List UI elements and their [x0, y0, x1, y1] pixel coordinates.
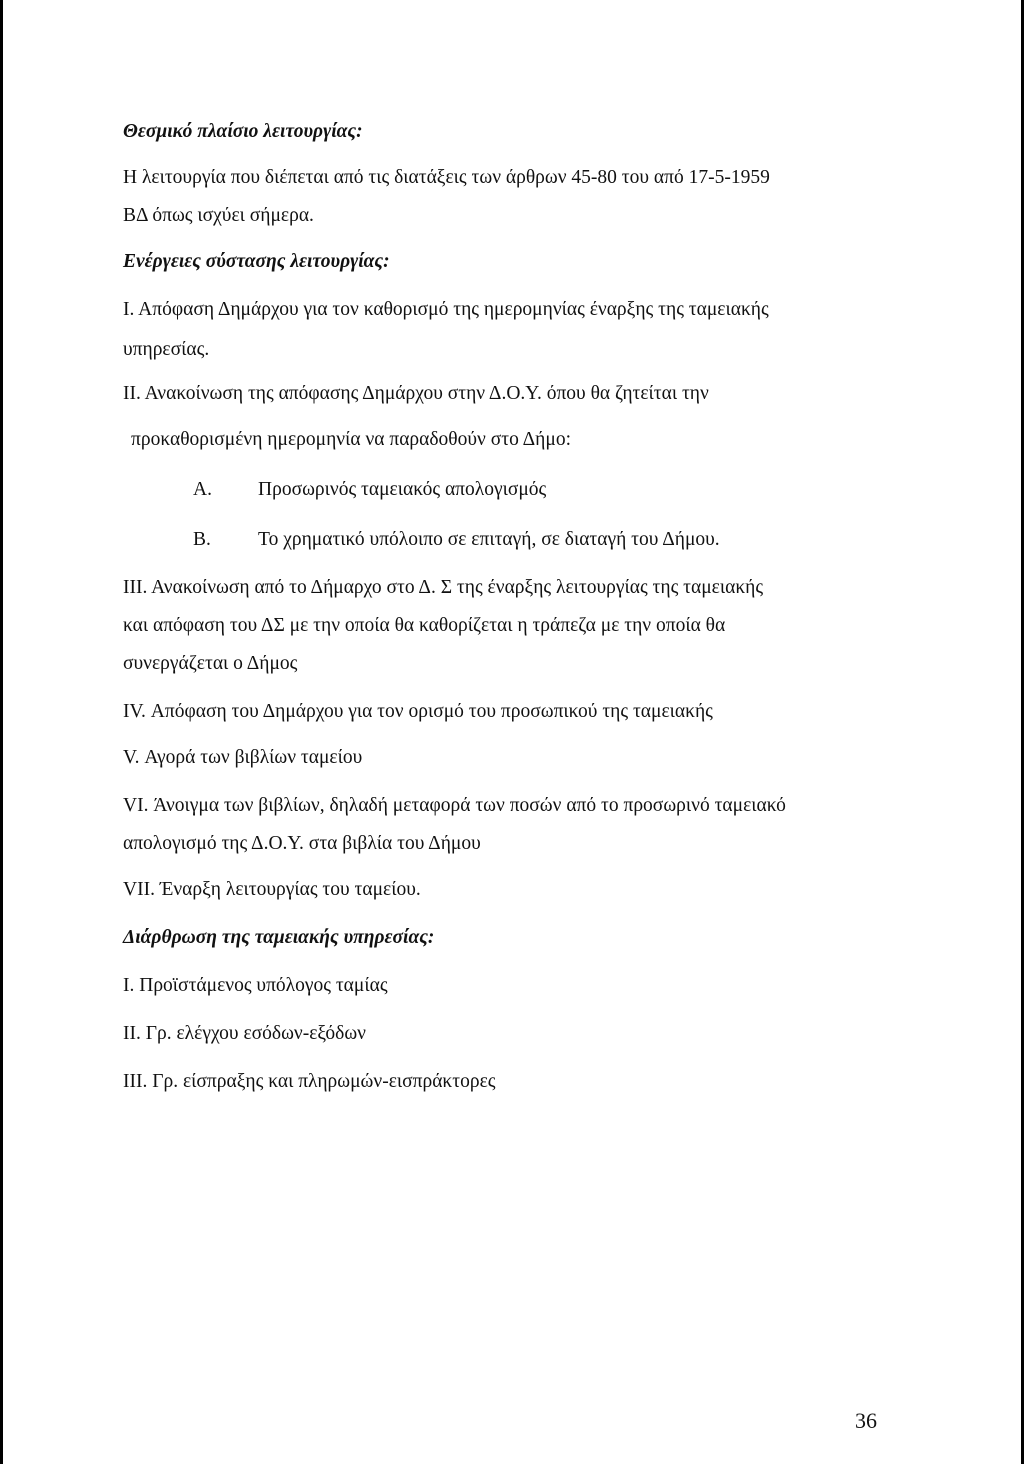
sub-item-a-label: Α. — [193, 479, 212, 500]
action-1-line-1: Ι. Απόφαση Δημάρχου για τον καθορισμό της ημερομηνίας έναρξης της ταμειακής — [123, 299, 769, 320]
action-6-line-2: απολογισμό της Δ.Ο.Υ. στα βιβλία του Δήμου — [123, 833, 481, 854]
document-page — [3, 0, 1021, 1464]
action-3-line-2: και απόφαση του ΔΣ με την οποία θα καθορίζεται η τράπεζα με την οποία θα — [123, 615, 726, 636]
action-6-line-1: VI. Άνοιγμα των βιβλίων, δηλαδή μεταφορά των ποσών από το προσωρινό ταμειακό — [123, 795, 786, 816]
sub-item-b-label: Β. — [193, 529, 211, 550]
section-heading-framework: Θεσμικό πλαίσιο λειτουργίας: — [123, 121, 363, 142]
sub-item-a-text: Προσωρινός ταμειακός απολογισμός — [258, 479, 547, 500]
action-4: IV. Απόφαση του Δημάρχου για τον ορισμό του προσωπικού της ταμειακής — [123, 701, 713, 722]
page-number: 36 — [855, 1408, 877, 1433]
action-5: V. Αγορά των βιβλίων ταμείου — [123, 747, 363, 768]
framework-text-line-2: ΒΔ όπως ισχύει σήμερα. — [123, 205, 314, 226]
framework-text-line-1: Η λειτουργία που διέπεται από τις διατάξεις των άρθρων 45-80 του από 17-5-1959 — [123, 167, 770, 188]
section-heading-actions: Ενέργειες σύστασης λειτουργίας: — [123, 251, 390, 272]
action-7: VII. Έναρξη λειτουργίας του ταμείου. — [123, 879, 421, 900]
structure-item-2: ΙΙ. Γρ. ελέγχου εσόδων-εξόδων — [123, 1023, 366, 1044]
sub-item-b-text: Το χρηματικό υπόλοιπο σε επιταγή, σε διαταγή του Δήμου. — [258, 529, 720, 550]
section-heading-structure: Διάρθρωση της ταμειακής υπηρεσίας: — [123, 927, 435, 948]
action-1-line-2: υπηρεσίας. — [123, 339, 210, 360]
structure-item-1: Ι. Προϊστάμενος υπόλογος ταμίας — [123, 975, 388, 996]
action-2-line-2: προκαθορισμένη ημερομηνία να παραδοθούν στο Δήμο: — [131, 429, 571, 450]
action-2-line-1: ΙΙ. Ανακοίνωση της απόφασης Δημάρχου στην Δ.Ο.Υ. όπου θα ζητείται την — [123, 383, 709, 404]
action-3-line-3: συνεργάζεται ο Δήμος — [123, 653, 298, 674]
structure-item-3: ΙΙΙ. Γρ. είσπραξης και πληρωμών-εισπράκτορες — [123, 1071, 496, 1092]
action-3-line-1: ΙΙΙ. Ανακοίνωση από το Δήμαρχο στο Δ. Σ της έναρξης λειτουργίας της ταμειακής — [123, 577, 764, 598]
